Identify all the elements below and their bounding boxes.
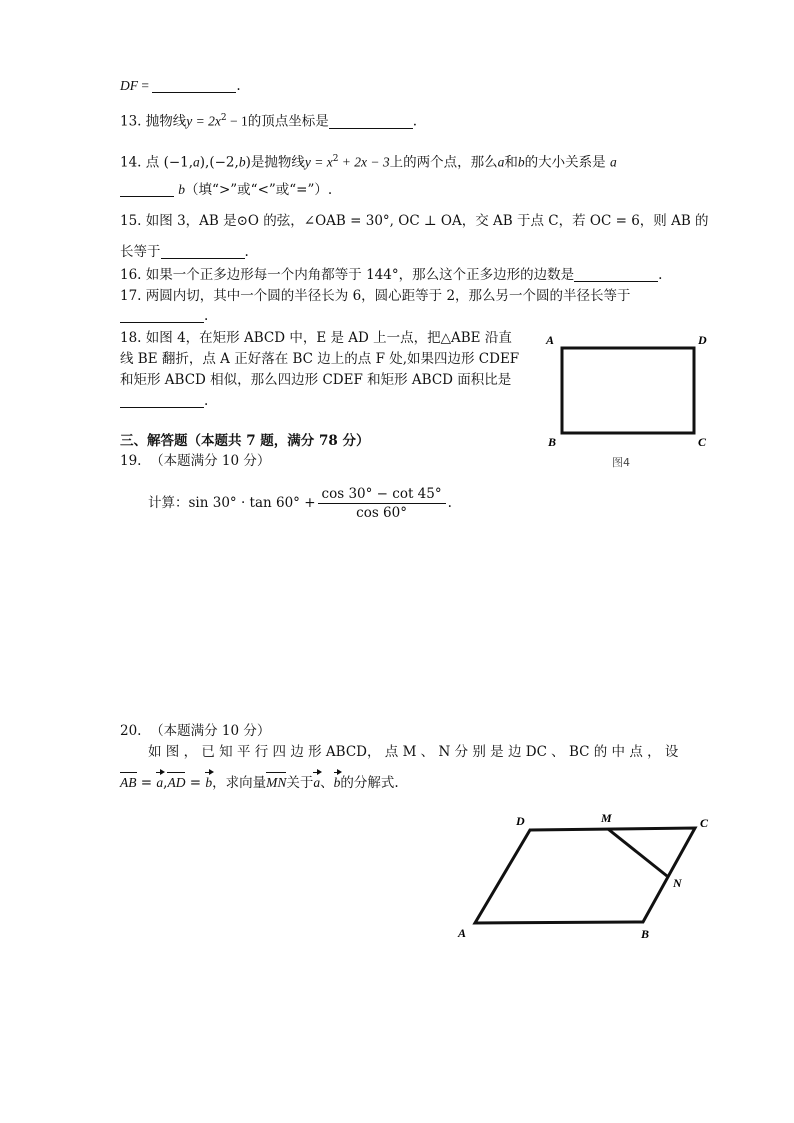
- q17-answer-blank[interactable]: [120, 308, 204, 323]
- q18-end: .: [204, 393, 209, 409]
- q16-end: .: [658, 267, 663, 283]
- q14-func2: + 2x − 3: [338, 154, 390, 170]
- q13-number: 13.: [120, 113, 142, 130]
- q14-line2-tail: （填“>”或“<”或“=”）.: [185, 182, 333, 198]
- fig4-label-b: B: [548, 435, 557, 449]
- parallelogram-abcd: [475, 828, 695, 923]
- q15-text2: 长等于: [120, 244, 161, 260]
- q14-text-mid: ),(−2,: [199, 154, 239, 171]
- fig4-label-d: D: [698, 333, 707, 347]
- fig20-label-a: A: [458, 926, 467, 940]
- q14-var-b3: b: [178, 182, 186, 197]
- q14-text-d: 和: [504, 154, 518, 171]
- q14-func: y = x: [304, 154, 333, 170]
- fig20-label-m: M: [601, 811, 612, 825]
- q13-answer-blank[interactable]: [329, 114, 413, 129]
- q16-line: [120, 265, 662, 285]
- fig20-label-b: B: [641, 927, 650, 941]
- q20-text-mid: ，求向量: [212, 775, 267, 791]
- q16-answer-blank[interactable]: [574, 267, 658, 282]
- q20-vector-a2: a: [313, 773, 320, 793]
- q12-eq: =: [138, 78, 153, 93]
- q20-eq1: =: [136, 775, 157, 791]
- q19-prefix: 计算：sin 30° · tan 60° +: [148, 495, 316, 511]
- q19-denominator: cos 60°: [356, 505, 407, 521]
- q19-end: .: [447, 495, 452, 511]
- q12-label: DF: [120, 78, 138, 93]
- fig20-label-d: D: [516, 814, 525, 828]
- q14-answer-blank[interactable]: [120, 182, 174, 197]
- q14-var-b2: b: [517, 154, 525, 170]
- q18-text1: 如图 4，在矩形 ABCD 中，E 是 AD 上一点，把△ABE 沿直: [145, 330, 512, 346]
- q14-line2: [120, 180, 332, 200]
- q20-comma: ,: [163, 775, 168, 791]
- q18-text2: 线 BE 翻折，点 A 正好落在 BC 边上的点 F 处,如果四边形 CDEF: [120, 351, 520, 367]
- q20-vector-b: b: [205, 773, 212, 793]
- q14-text-e: 的大小关系是: [524, 154, 606, 171]
- q17-text: 两圆内切，其中一个圆的半径长为 6，圆心距等于 2，那么另一个圆的半径长等于: [145, 288, 631, 304]
- q14-var-b: b: [238, 154, 246, 170]
- q12-answer-blank[interactable]: [152, 78, 236, 93]
- q19-score: （本题满分 10 分）: [150, 453, 271, 469]
- q19-numerator: cos 30° − cot 45°: [318, 486, 446, 504]
- segment-mn: [608, 829, 667, 876]
- q18-answer-blank[interactable]: [120, 393, 204, 408]
- q14-text-a: 点 (−1,: [145, 154, 194, 171]
- q13-exp: 2: [220, 113, 227, 123]
- q14-line1: [120, 149, 617, 173]
- q20-text1: 如 图 ， 已 知 平 行 四 边 形 ABCD， 点 M 、 N 分 别 是 边 DC 、 BC 的 中 点 ， 设: [148, 744, 679, 760]
- q20-line2: [120, 773, 399, 793]
- q14-exp: 2: [332, 154, 339, 164]
- q20-vector-ab: AB: [120, 773, 137, 793]
- q20-line1: [148, 742, 678, 762]
- q14-number: 14.: [120, 154, 142, 171]
- q20-header: [120, 721, 270, 741]
- figure-20-parallelogram: [450, 805, 730, 945]
- q18-line1: [120, 328, 512, 348]
- q14-var-a2: a: [497, 154, 505, 170]
- q13-text: 抛物线: [145, 113, 187, 130]
- q19-expression: [148, 484, 452, 522]
- q14-var-a: a: [193, 154, 200, 170]
- q17-line2: [120, 306, 208, 326]
- q14-text-c: 上的两个点，那么: [389, 154, 498, 171]
- q15-line2: [120, 242, 249, 262]
- q20-vector-a: a: [156, 773, 163, 793]
- q14-var-a3: a: [609, 154, 617, 170]
- q15-number: 15.: [120, 213, 142, 229]
- fig20-label-n: N: [673, 876, 682, 890]
- q17-end: .: [204, 308, 209, 324]
- fig20-label-c: C: [700, 816, 709, 830]
- q19-header: [120, 451, 270, 471]
- q20-vector-b2: b: [334, 773, 341, 793]
- q20-score: （本题满分 10 分）: [150, 723, 271, 739]
- q18-line4: [120, 391, 208, 411]
- q20-vector-mn: MN: [266, 773, 286, 793]
- fig4-label-a: A: [546, 333, 555, 347]
- fig4-label-c: C: [698, 435, 707, 449]
- section-3-title: 三、解答题（本题共 7 题，满分 78 分）: [120, 433, 370, 449]
- q15-text: 如图 3，AB 是⊙O 的弦，∠OAB = 30°, OC ⊥ OA，交 AB 于点 C，若 OC = 6，则 AB 的: [145, 213, 709, 229]
- q15-answer-blank[interactable]: [161, 244, 245, 259]
- q20-number: 20.: [120, 723, 142, 739]
- q14-text-b: )是抛物线: [245, 154, 305, 171]
- q15-line1: [120, 211, 709, 231]
- q18-number: 18.: [120, 330, 142, 346]
- q19-number: 19.: [120, 453, 142, 469]
- q19-fraction: [318, 486, 446, 521]
- q18-line2: [120, 349, 519, 369]
- q18-text3: 和矩形 ABCD 相似，那么四边形 CDEF 和矩形 ABCD 面积比是: [120, 372, 512, 388]
- q20-vector-ad: AD: [167, 773, 185, 793]
- q20-sep: 、: [320, 775, 334, 791]
- rectangle-abcd: [562, 348, 694, 433]
- q12-end: .: [236, 78, 241, 94]
- q20-tail: 的分解式.: [340, 775, 399, 791]
- fig4-caption: 图4: [612, 456, 630, 469]
- q17-line1: [120, 286, 631, 306]
- q18-line3: [120, 370, 511, 390]
- q13-end: .: [412, 113, 418, 130]
- q16-number: 16.: [120, 267, 142, 283]
- q13-text2: 的顶点坐标是: [247, 113, 329, 130]
- q13-func: y = 2x: [186, 113, 221, 129]
- q15-end: .: [244, 244, 249, 260]
- q12-line: [120, 76, 241, 96]
- q16-text: 如果一个正多边形每一个内角都等于 144°，那么这个正多边形的边数是: [145, 267, 575, 283]
- q13-line: [120, 108, 417, 132]
- q13-func-tail: − 1: [226, 113, 248, 129]
- q20-text-about: 关于: [286, 775, 314, 791]
- q20-eq2: =: [185, 775, 206, 791]
- figure-4: [540, 328, 720, 473]
- q17-number: 17.: [120, 288, 142, 304]
